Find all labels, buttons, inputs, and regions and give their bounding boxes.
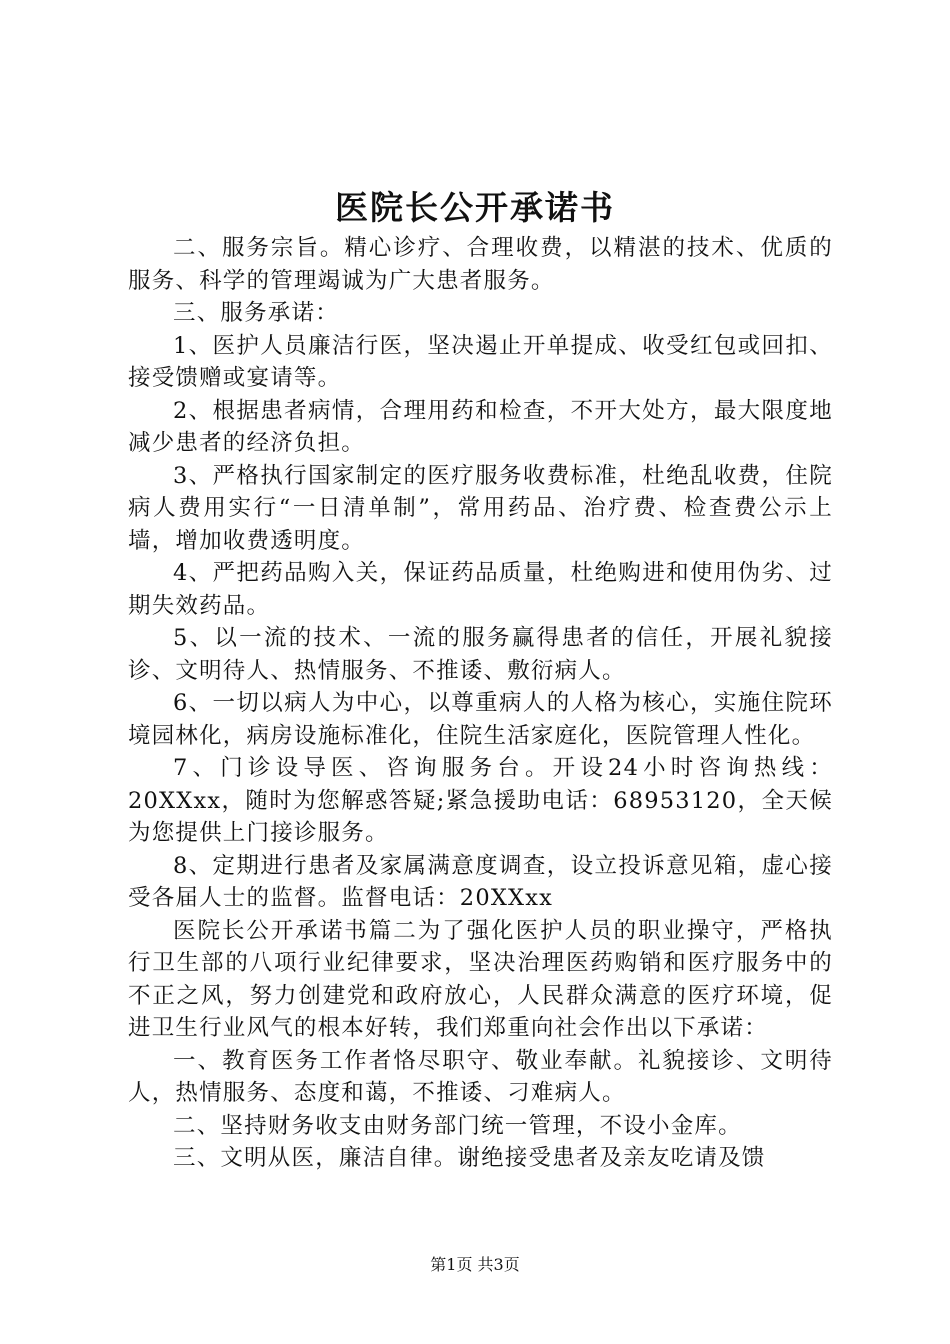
document-title: 医院长公开承诺书 <box>335 188 615 227</box>
paragraph: 2、根据患者病情，合理用药和检查，不开大处方，最大限度地减少患者的经济负担。 <box>128 397 833 456</box>
paragraph: 三、服务承诺： <box>173 300 339 326</box>
paragraph: 三、文明从医，廉洁自律。谢绝接受患者及亲友吃请及馈 <box>173 1145 766 1171</box>
paragraph: 4、严把药品购入关，保证药品质量，杜绝购进和使用伪劣、过期失效药品。 <box>128 560 833 619</box>
paragraph: 医院长公开承诺书篇二为了强化医护人员的职业操守，严格执行卫生部的八项行业纪律要求，坚决治理医药购销和医疗服务中的不正之风，努力创建党和政府放心，人民群众满意的医疗环境，促进卫生行业风气的根本好转，我们郑重向社会作出以下承诺： <box>128 917 833 1041</box>
document-body <box>128 232 833 1175</box>
paragraph: 6、一切以病人为中心，以尊重病人的人格为核心，实施住院环境园林化，病房设施标准化，住院生活家庭化，医院管理人性化。 <box>128 690 833 749</box>
paragraph: 8、定期进行患者及家属满意度调查，设立投诉意见箱，虚心接受各届人士的监督。监督电话：20XXxx <box>128 852 833 911</box>
paragraph: 5、以一流的技术、一流的服务赢得患者的信任，开展礼貌接诊、文明待人、热情服务、不推诿、敷衍病人。 <box>128 625 833 684</box>
paragraph: 7、门诊设导医、咨询服务台。开设24小时咨询热线：20XXxx，随时为您解惑答疑;紧急援助电话：68953120，全天候为您提供上门接诊服务。 <box>128 755 833 846</box>
paragraph: 二、服务宗旨。精心诊疗、合理收费，以精湛的技术、优质的服务、科学的管理竭诚为广大患者服务。 <box>128 235 833 294</box>
paragraph: 二、坚持财务收支由财务部门统一管理，不设小金库。 <box>173 1112 742 1139</box>
paragraph: 3、严格执行国家制定的医疗服务收费标准，杜绝乱收费，住院病人费用实行“一日清单制”，常用药品、治疗费、检查费公示上墙，增加收费透明度。 <box>128 462 833 554</box>
paragraph: 一、教育医务工作者恪尽职守、敬业奉献。礼貌接诊、文明待人，热情服务、态度和蔼，不推诿、刁难病人。 <box>128 1047 833 1106</box>
page-footer: 第1页 共3页 <box>430 1255 520 1274</box>
paragraph: 1、医护人员廉洁行医，坚决遏止开单提成、收受红包或回扣、接受馈赠或宴请等。 <box>128 332 833 391</box>
